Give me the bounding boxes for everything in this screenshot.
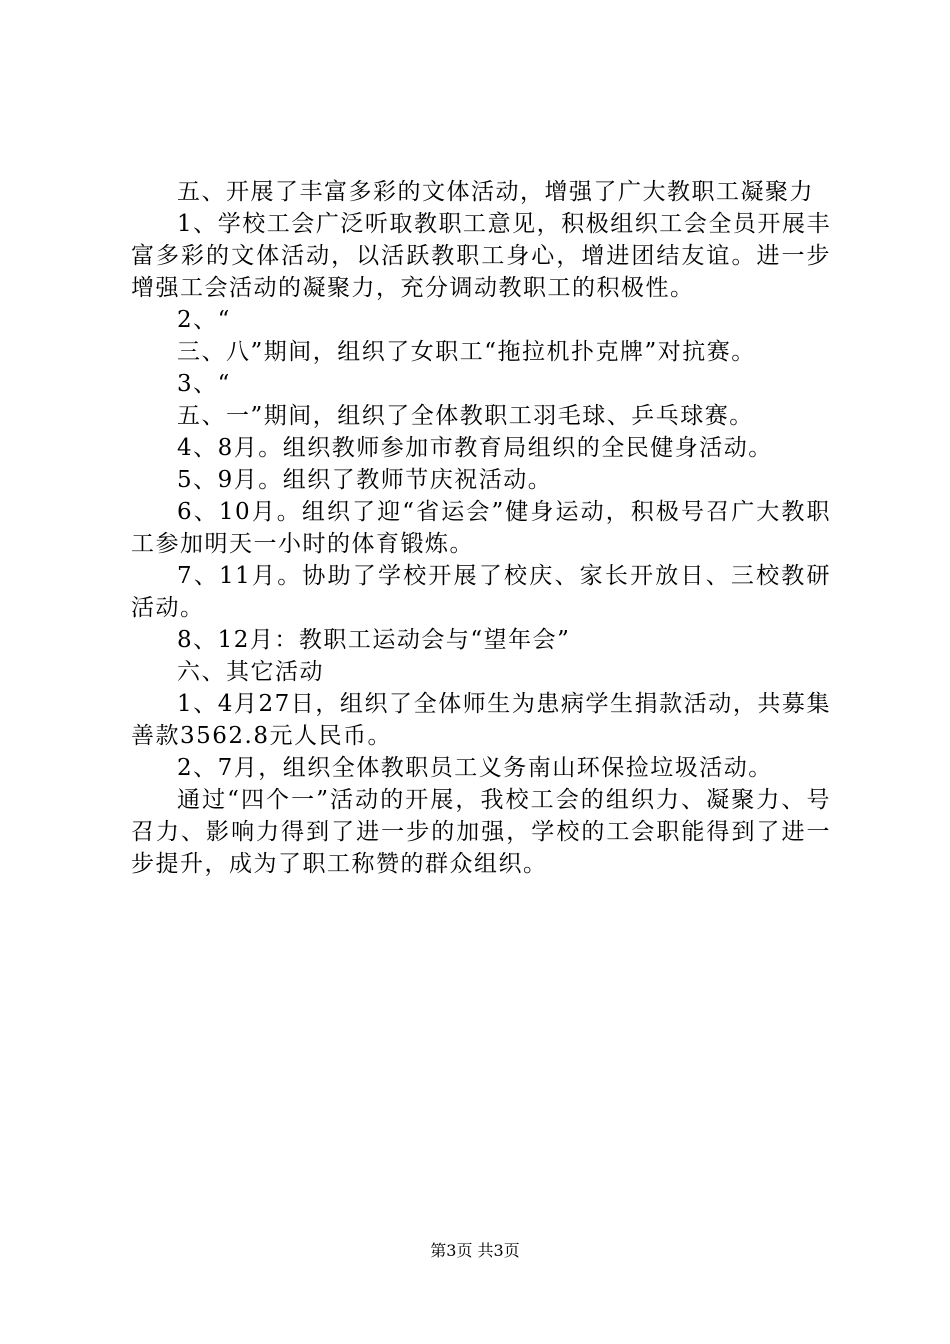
paragraph-other-1: 1、4月27日，组织了全体师生为患病学生捐款活动，共募集善款3562.8元人民币。	[131, 691, 831, 749]
paragraph-item-8: 8、12月：教职工运动会与“望年会”	[177, 627, 571, 653]
paragraph-item-2: 2、“	[177, 307, 231, 333]
paragraph-item-5: 5、9月。组织了教师节庆祝活动。	[177, 467, 553, 493]
paragraph-item-7: 7、11月。协助了学校开展了校庆、家长开放日、三校教研活动。	[131, 563, 831, 621]
paragraph-item-4: 4、8月。组织教师参加市教育局组织的全民健身活动。	[177, 435, 773, 461]
paragraph-item-3-continued: 五、一”期间，组织了全体教职工羽毛球、乒乓球赛。	[177, 403, 754, 429]
section-heading-five: 五、开展了丰富多彩的文体活动，增强了广大教职工凝聚力	[177, 179, 814, 205]
paragraph-other-2: 2、7月，组织全体教职员工义务南山环保捡垃圾活动。	[177, 755, 773, 781]
document-body	[131, 176, 831, 880]
paragraph-item-1: 1、学校工会广泛听取教职工意见，积极组织工会全员开展丰富多彩的文体活动，以活跃教职工身心，增进团结友谊。进一步增强工会活动的凝聚力，充分调动教职工的积极性。	[131, 211, 831, 301]
paragraph-item-2-continued: 三、八”期间，组织了女职工“拖拉机扑克牌”对抗赛。	[177, 339, 756, 365]
page-footer: 第3页 共3页	[430, 1241, 520, 1260]
section-heading-six: 六、其它活动	[177, 659, 324, 685]
paragraph-item-3: 3、“	[177, 371, 231, 397]
paragraph-conclusion: 通过“四个一”活动的开展，我校工会的组织力、凝聚力、号召力、影响力得到了进一步的加强，学校的工会职能得到了进一步提升，成为了职工称赞的群众组织。	[131, 787, 831, 877]
paragraph-item-6: 6、10月。组织了迎“省运会”健身运动，积极号召广大教职工参加明天一小时的体育锻炼。	[131, 499, 831, 557]
